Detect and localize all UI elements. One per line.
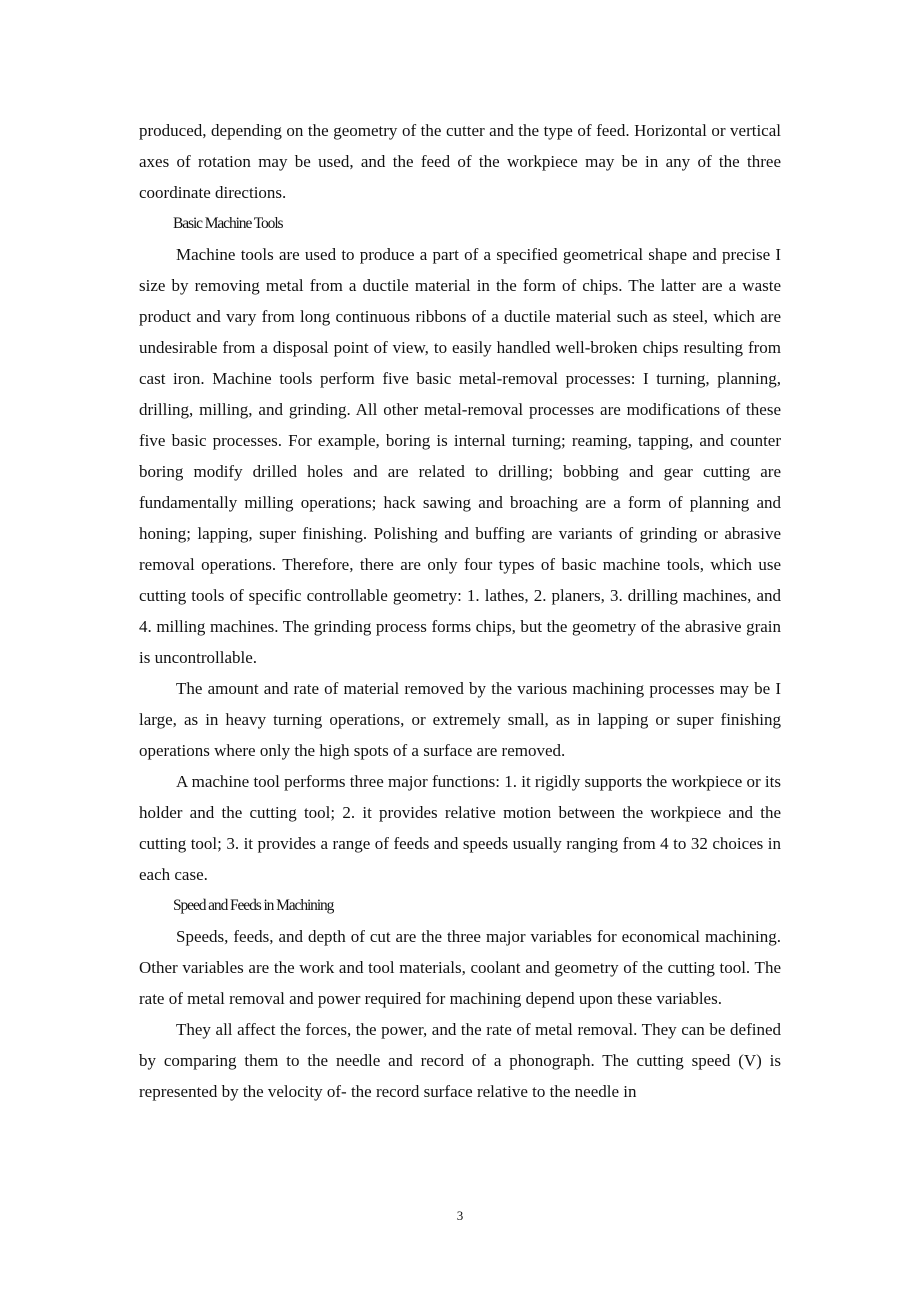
section-heading-speed-and-feeds: Speed and Feeds in Machining: [173, 897, 334, 914]
paragraph-continuation: produced, depending on the geometry of the cutter and the type of feed. Horizontal or vertical axes of rotation may be used, and the feed of the workpiece may be in any of the three coordinate directions.: [139, 121, 781, 202]
paragraph-material-removal-rate: The amount and rate of material removed by the various machining processes may be I large, as in heavy turning operations, or extremely small, as in lapping or super finishing operations where only the high spots of a surface are removed.: [139, 679, 781, 760]
paragraph-machining-variables: Speeds, feeds, and depth of cut are the three major variables for economical machining. Other variables are the work and tool materials, coolant and geometry of the cutting tool. The rate of metal removal and power required for machining depend upon these variables.: [139, 927, 781, 1008]
page-number: 3: [456, 1208, 464, 1223]
document-body: [139, 115, 781, 1107]
paragraph-phonograph-analogy: They all affect the forces, the power, and the rate of metal removal. They can be defined by comparing them to the needle and record of a phonograph. The cutting speed (V) is represented by the velocity of- the record surface relative to the needle in: [139, 1020, 781, 1101]
section-heading-basic-machine-tools: Basic Machine Tools: [173, 215, 283, 232]
paragraph-machine-tools-overview: Machine tools are used to produce a part of a specified geometrical shape and precise I size by removing metal from a ductile material in the form of chips. The latter are a waste product and vary from long continuous ribbons of a ductile material such as steel, which are undesirable from a disposal point of view, to easily handled well-broken chips resulting from cast iron. Machine tools perform five basic metal-removal processes: I turning, planning, drilling, milling, and grinding. All other metal-removal processes are modifications of these five basic processes. For example, boring is internal turning; reaming, tapping, and counter boring modify drilled holes and are related to drilling; bobbing and gear cutting are fundamentally milling operations; hack sawing and broaching are a form of planning and honing; lapping, super finishing. Polishing and buffing are variants of grinding or abrasive removal operations. Therefore, there are only four types of basic machine tools, which use cutting tools of specific controllable geometry: 1. lathes, 2. planers, 3. drilling machines, and 4. milling machines. The grinding process forms chips, but the geometry of the abrasive grain is uncontrollable.: [139, 245, 781, 667]
paragraph-machine-tool-functions: A machine tool performs three major functions: 1. it rigidly supports the workpiece or its holder and the cutting tool; 2. it provides relative motion between the workpiece and the cutting tool; 3. it provides a range of feeds and speeds usually ranging from 4 to 32 choices in each case.: [139, 772, 781, 884]
